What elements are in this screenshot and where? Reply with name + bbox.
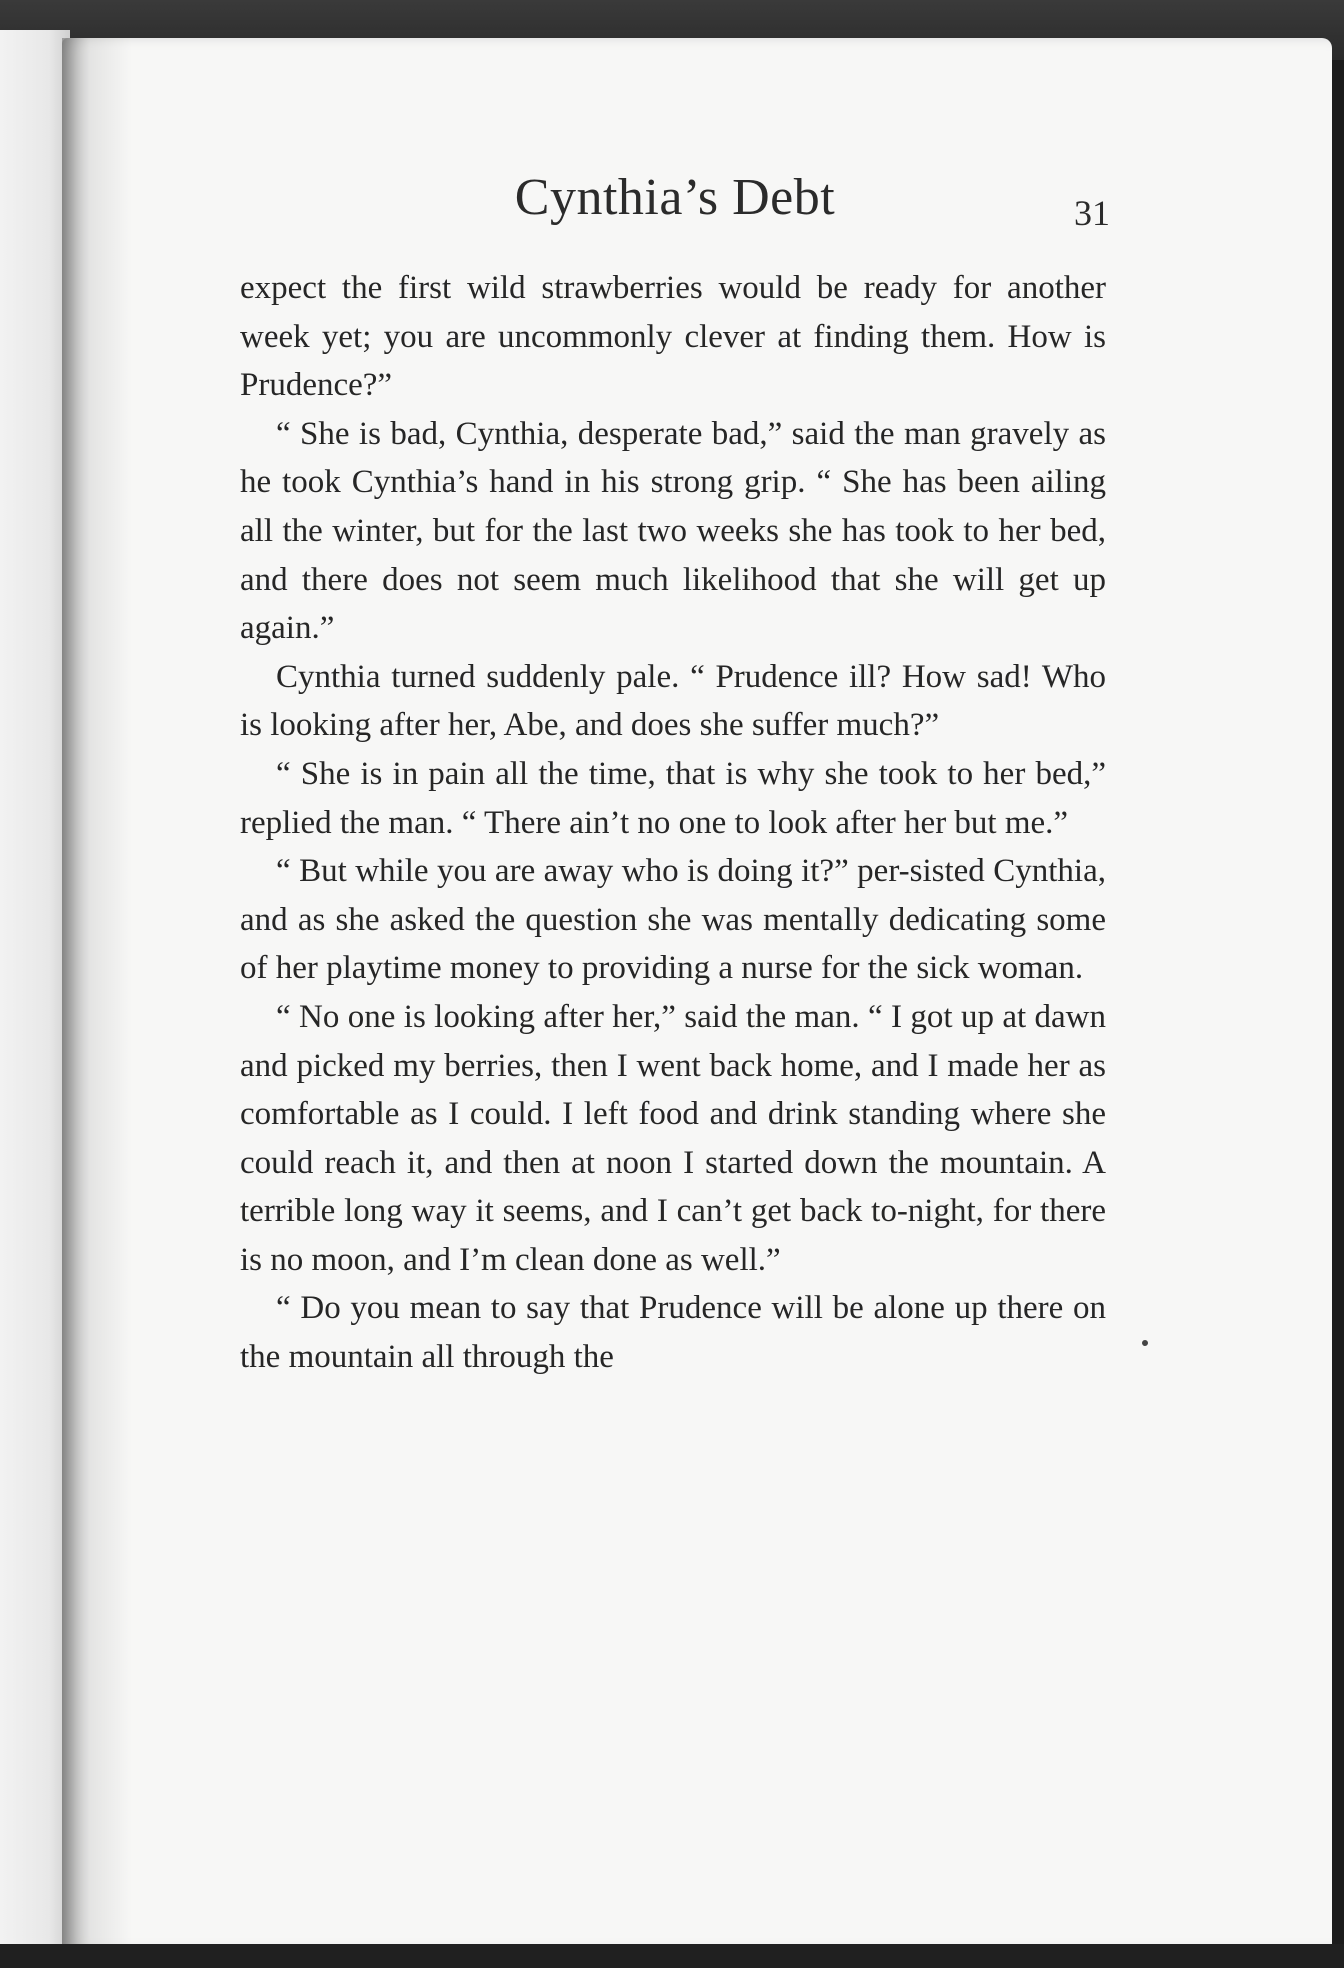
running-head-title: Cynthia’s Debt (514, 169, 836, 226)
page-number: 31 (1074, 193, 1110, 233)
paragraph: “ But while you are away who is doing it?” per-sisted Cynthia, and as she asked the question she was mentally dedicating some of her playtime money to providing a nurse for the sick woman. (240, 853, 1106, 987)
scan-background-bottom (0, 1944, 1344, 1968)
paragraph: “ Do you mean to say that Prudence will be alone up there on the mountain all through the (240, 1290, 1106, 1376)
print-speck (1142, 1340, 1148, 1346)
paragraph: Cynthia turned suddenly pale. “ Prudence ill? How sad! Who is looking after her, Abe, and does she suffer much?” (240, 658, 1106, 744)
paragraph: “ She is in pain all the time, that is why she took to her bed,” replied the man. “ There ain’t no one to look after her but me.” (240, 755, 1106, 841)
paragraph: “ No one is looking after her,” said the man. “ I got up at dawn and picked my berries, then I went back home, and I made her as comfortable as I could. I left food and drink standing where she could reach it, and then at noon I started down the mountain. A terrible long way it seems, and I can’t get back to-night, for there is no moon, and I’m clean done as well.” (240, 998, 1106, 1278)
paragraph: expect the first wild strawberries would be ready for another week yet; you are uncommonly clever at finding them. How is Prudence?” (240, 270, 1106, 404)
running-head (240, 168, 1110, 240)
facing-page-edge (0, 30, 70, 1950)
body-text (240, 264, 1106, 1382)
paragraph: “ She is bad, Cynthia, desperate bad,” said the man gravely as he took Cynthia’s hand in his strong grip. “ She has been ailing all the winter, but for the last two weeks she has took to her bed, and there does not seem much likelihood that she will get up again.” (240, 415, 1106, 647)
